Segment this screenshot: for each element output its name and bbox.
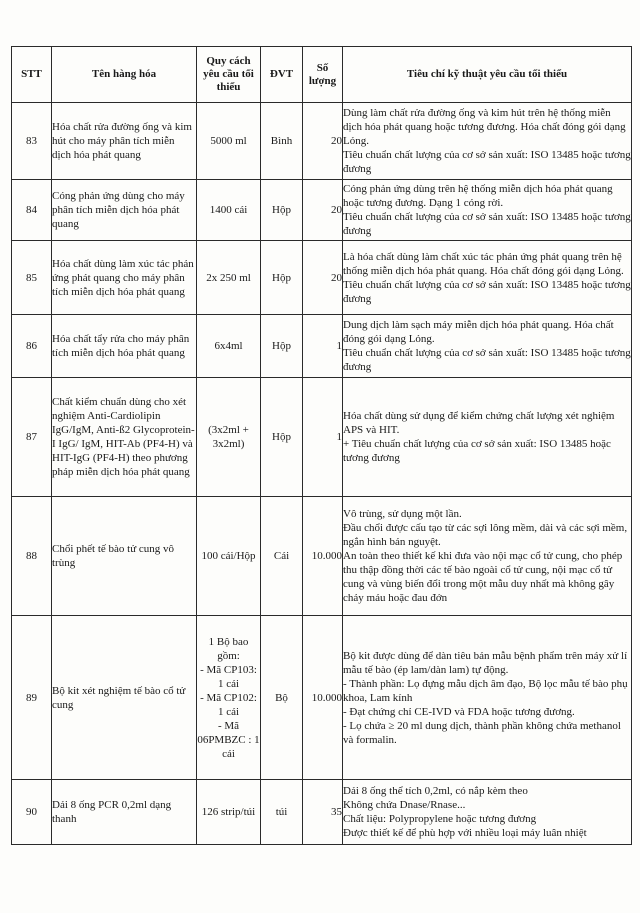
spec-line: (3x2ml + 3x2ml) xyxy=(208,424,249,450)
row-criteria xyxy=(343,780,632,845)
specification-table xyxy=(11,46,632,845)
row-qty: 10.000 xyxy=(303,497,343,616)
criteria-line: Bộ kit được dùng để dàn tiêu bản mẫu bệnh phẩm trên máy xử lí mẫu tế bào (ép lam/dàn lam) tự động. xyxy=(343,649,628,676)
criteria-line: Dải 8 ống thể tích 0,2ml, có nắp kèm theo xyxy=(343,785,528,797)
criteria-line: Vô trùng, sử dụng một lần. xyxy=(343,508,462,520)
table-header-row xyxy=(12,47,632,103)
criteria-line: - Thành phần: Lọ đựng mẫu dịch âm đạo, Bộ lọc mẫu tế bào phụ khoa, Lam kính xyxy=(343,677,628,704)
criteria-line: - Đạt chứng chỉ CE-IVD và FDA hoặc tương đương. xyxy=(343,705,575,718)
row-unit: Bộ xyxy=(261,616,303,780)
table-row xyxy=(12,103,632,180)
row-unit: Cái xyxy=(261,497,303,616)
row-spec xyxy=(197,616,261,780)
row-spec xyxy=(197,180,261,241)
criteria-line: Không chứa Dnase/Rnase... xyxy=(343,799,466,811)
row-name: Chất kiểm chuẩn dùng cho xét nghiệm Anti-Cardiolipin IgG/IgM, Anti-ß2 Glycoprotein-I IgG/ IgM, HIT-Ab (PF4-H) và HIT-IgG (PF4-H) theo phương pháp miễn dịch hóa phát quang xyxy=(52,378,197,497)
spec-line: 1 Bộ bao gồm: xyxy=(208,635,249,662)
row-spec xyxy=(197,497,261,616)
row-unit: Hộp xyxy=(261,241,303,315)
spec-line: - Mã 06PMBZC : 1 cái xyxy=(197,719,260,760)
criteria-line: Tiêu chuẩn chất lượng của cơ sở sản xuất: ISO 13485 hoặc tương đương xyxy=(343,278,631,305)
criteria-line: Được thiết kế để phù hợp với nhiều loại máy luân nhiệt xyxy=(343,827,587,839)
row-qty: 20 xyxy=(303,180,343,241)
row-unit: Bình xyxy=(261,103,303,180)
row-name: Cóng phản ứng dùng cho máy phân tích miễn dịch hóa phát quang xyxy=(52,180,197,241)
table-row xyxy=(12,378,632,497)
row-stt: 85 xyxy=(12,241,52,315)
criteria-line: Dung dịch làm sạch máy miễn dịch hóa phát quang. Hóa chất đóng gói dạng Lỏng. xyxy=(343,319,614,345)
criteria-line: Dùng làm chất rửa đường ống và kim hút trên hệ thống miễn dịch hóa phát quang hoặc tương đương. Hóa chất đóng gói dạng Lỏng. xyxy=(343,107,626,147)
row-qty: 10.000 xyxy=(303,616,343,780)
row-spec xyxy=(197,780,261,845)
row-unit: Hộp xyxy=(261,378,303,497)
row-criteria xyxy=(343,315,632,378)
spec-line: - Mã CP103: 1 cái xyxy=(200,663,257,690)
header-qty: Số lượng xyxy=(303,47,343,103)
row-stt: 90 xyxy=(12,780,52,845)
criteria-line: + Tiêu chuẩn chất lượng của cơ sở sản xuất: ISO 13485 hoặc tương đương xyxy=(343,438,611,464)
row-spec xyxy=(197,315,261,378)
table-row xyxy=(12,780,632,845)
row-stt: 88 xyxy=(12,497,52,616)
row-name: Hóa chất dùng làm xúc tác phản ứng phát quang cho máy phân tích miễn dịch hóa phát quang xyxy=(52,241,197,315)
row-stt: 87 xyxy=(12,378,52,497)
criteria-line: Là hóa chất dùng làm chất xúc tác phản ứng phát quang trên hệ thống miễn dịch hóa phát quang. Hóa chất đóng gói dạng Lỏng. xyxy=(343,250,624,277)
criteria-line: Hóa chất dùng sử dụng để kiểm chứng chất lượng xét nghiệm APS và HIT. xyxy=(343,410,615,436)
row-criteria xyxy=(343,497,632,616)
spec-line: 2x 250 ml xyxy=(206,271,251,284)
table-row xyxy=(12,497,632,616)
table-row xyxy=(12,180,632,241)
spec-line: 1400 cái xyxy=(209,204,248,216)
spec-line: 6x4ml xyxy=(214,340,243,352)
spec-line: 100 cái/Hộp xyxy=(201,550,256,562)
criteria-line: - Lọ chứa ≥ 20 ml dung dịch, thành phần không chứa methanol và formalin. xyxy=(343,719,621,746)
table-row xyxy=(12,315,632,378)
row-name: Chổi phết tế bào tử cung vô trùng xyxy=(52,497,197,616)
row-unit: Hộp xyxy=(261,180,303,241)
header-spec: Quy cách yêu cầu tối thiểu xyxy=(197,47,261,103)
spec-line: - Mã CP102: 1 cái xyxy=(200,691,257,718)
row-qty: 20 xyxy=(303,103,343,180)
criteria-line: Cóng phản ứng dùng trên hệ thống miễn dịch hóa phát quang hoặc tương đương. Dạng 1 cóng rời. xyxy=(343,183,613,209)
row-name: Hóa chất tẩy rửa cho máy phân tích miễn dịch hóa phát quang xyxy=(52,315,197,378)
criteria-line: Tiêu chuẩn chất lượng của cơ sở sản xuất: ISO 13485 hoặc tương đương xyxy=(343,211,631,237)
row-spec xyxy=(197,241,261,315)
row-criteria xyxy=(343,241,632,315)
row-spec xyxy=(197,103,261,180)
row-stt: 89 xyxy=(12,616,52,780)
spec-line: 126 strip/túi xyxy=(201,806,256,818)
row-name: Dải 8 ống PCR 0,2ml dạng thanh xyxy=(52,780,197,845)
row-stt: 86 xyxy=(12,315,52,378)
criteria-line: Tiêu chuẩn chất lượng của cơ sở sản xuất: ISO 13485 hoặc tương đương xyxy=(343,347,631,373)
row-unit: túi xyxy=(261,780,303,845)
row-criteria xyxy=(343,103,632,180)
row-stt: 84 xyxy=(12,180,52,241)
row-qty: 20 xyxy=(303,241,343,315)
criteria-line: An toàn theo thiết kế khi đưa vào nội mạc cổ tử cung, cho phép thu thập đồng thời các tế bào ngoài cổ tử cung, nội mạc cổ tử cung và vùng biến đổi trong một mẫu duy nhất mà không gây chảy máu hoặc đau đớn xyxy=(343,550,623,604)
table-row xyxy=(12,616,632,780)
criteria-line: Đầu chổi được cấu tạo từ các sợi lông mềm, dài và các sợi mềm, ngắn hình bán nguyệt. xyxy=(343,522,628,548)
row-name: Bộ kit xét nghiệm tế bào cổ tử cung xyxy=(52,616,197,780)
criteria-line: Tiêu chuẩn chất lượng của cơ sở sản xuất: ISO 13485 hoặc tương đương xyxy=(343,149,631,175)
row-spec xyxy=(197,378,261,497)
row-criteria xyxy=(343,378,632,497)
header-name: Tên hàng hóa xyxy=(52,47,197,103)
row-qty: 1 xyxy=(303,378,343,497)
row-stt: 83 xyxy=(12,103,52,180)
table-row xyxy=(12,241,632,315)
header-stt: STT xyxy=(12,47,52,103)
row-criteria xyxy=(343,180,632,241)
row-qty: 1 xyxy=(303,315,343,378)
row-criteria xyxy=(343,616,632,780)
spec-line: 5000 ml xyxy=(210,135,247,147)
row-qty: 35 xyxy=(303,780,343,845)
row-name: Hóa chất rửa đường ống và kim hút cho máy phân tích miễn dịch hóa phát quang xyxy=(52,103,197,180)
criteria-line: Chất liệu: Polypropylene hoặc tương đương xyxy=(343,813,537,825)
header-criteria: Tiêu chí kỹ thuật yêu cầu tối thiểu xyxy=(343,47,632,103)
row-unit: Hộp xyxy=(261,315,303,378)
header-unit: ĐVT xyxy=(261,47,303,103)
